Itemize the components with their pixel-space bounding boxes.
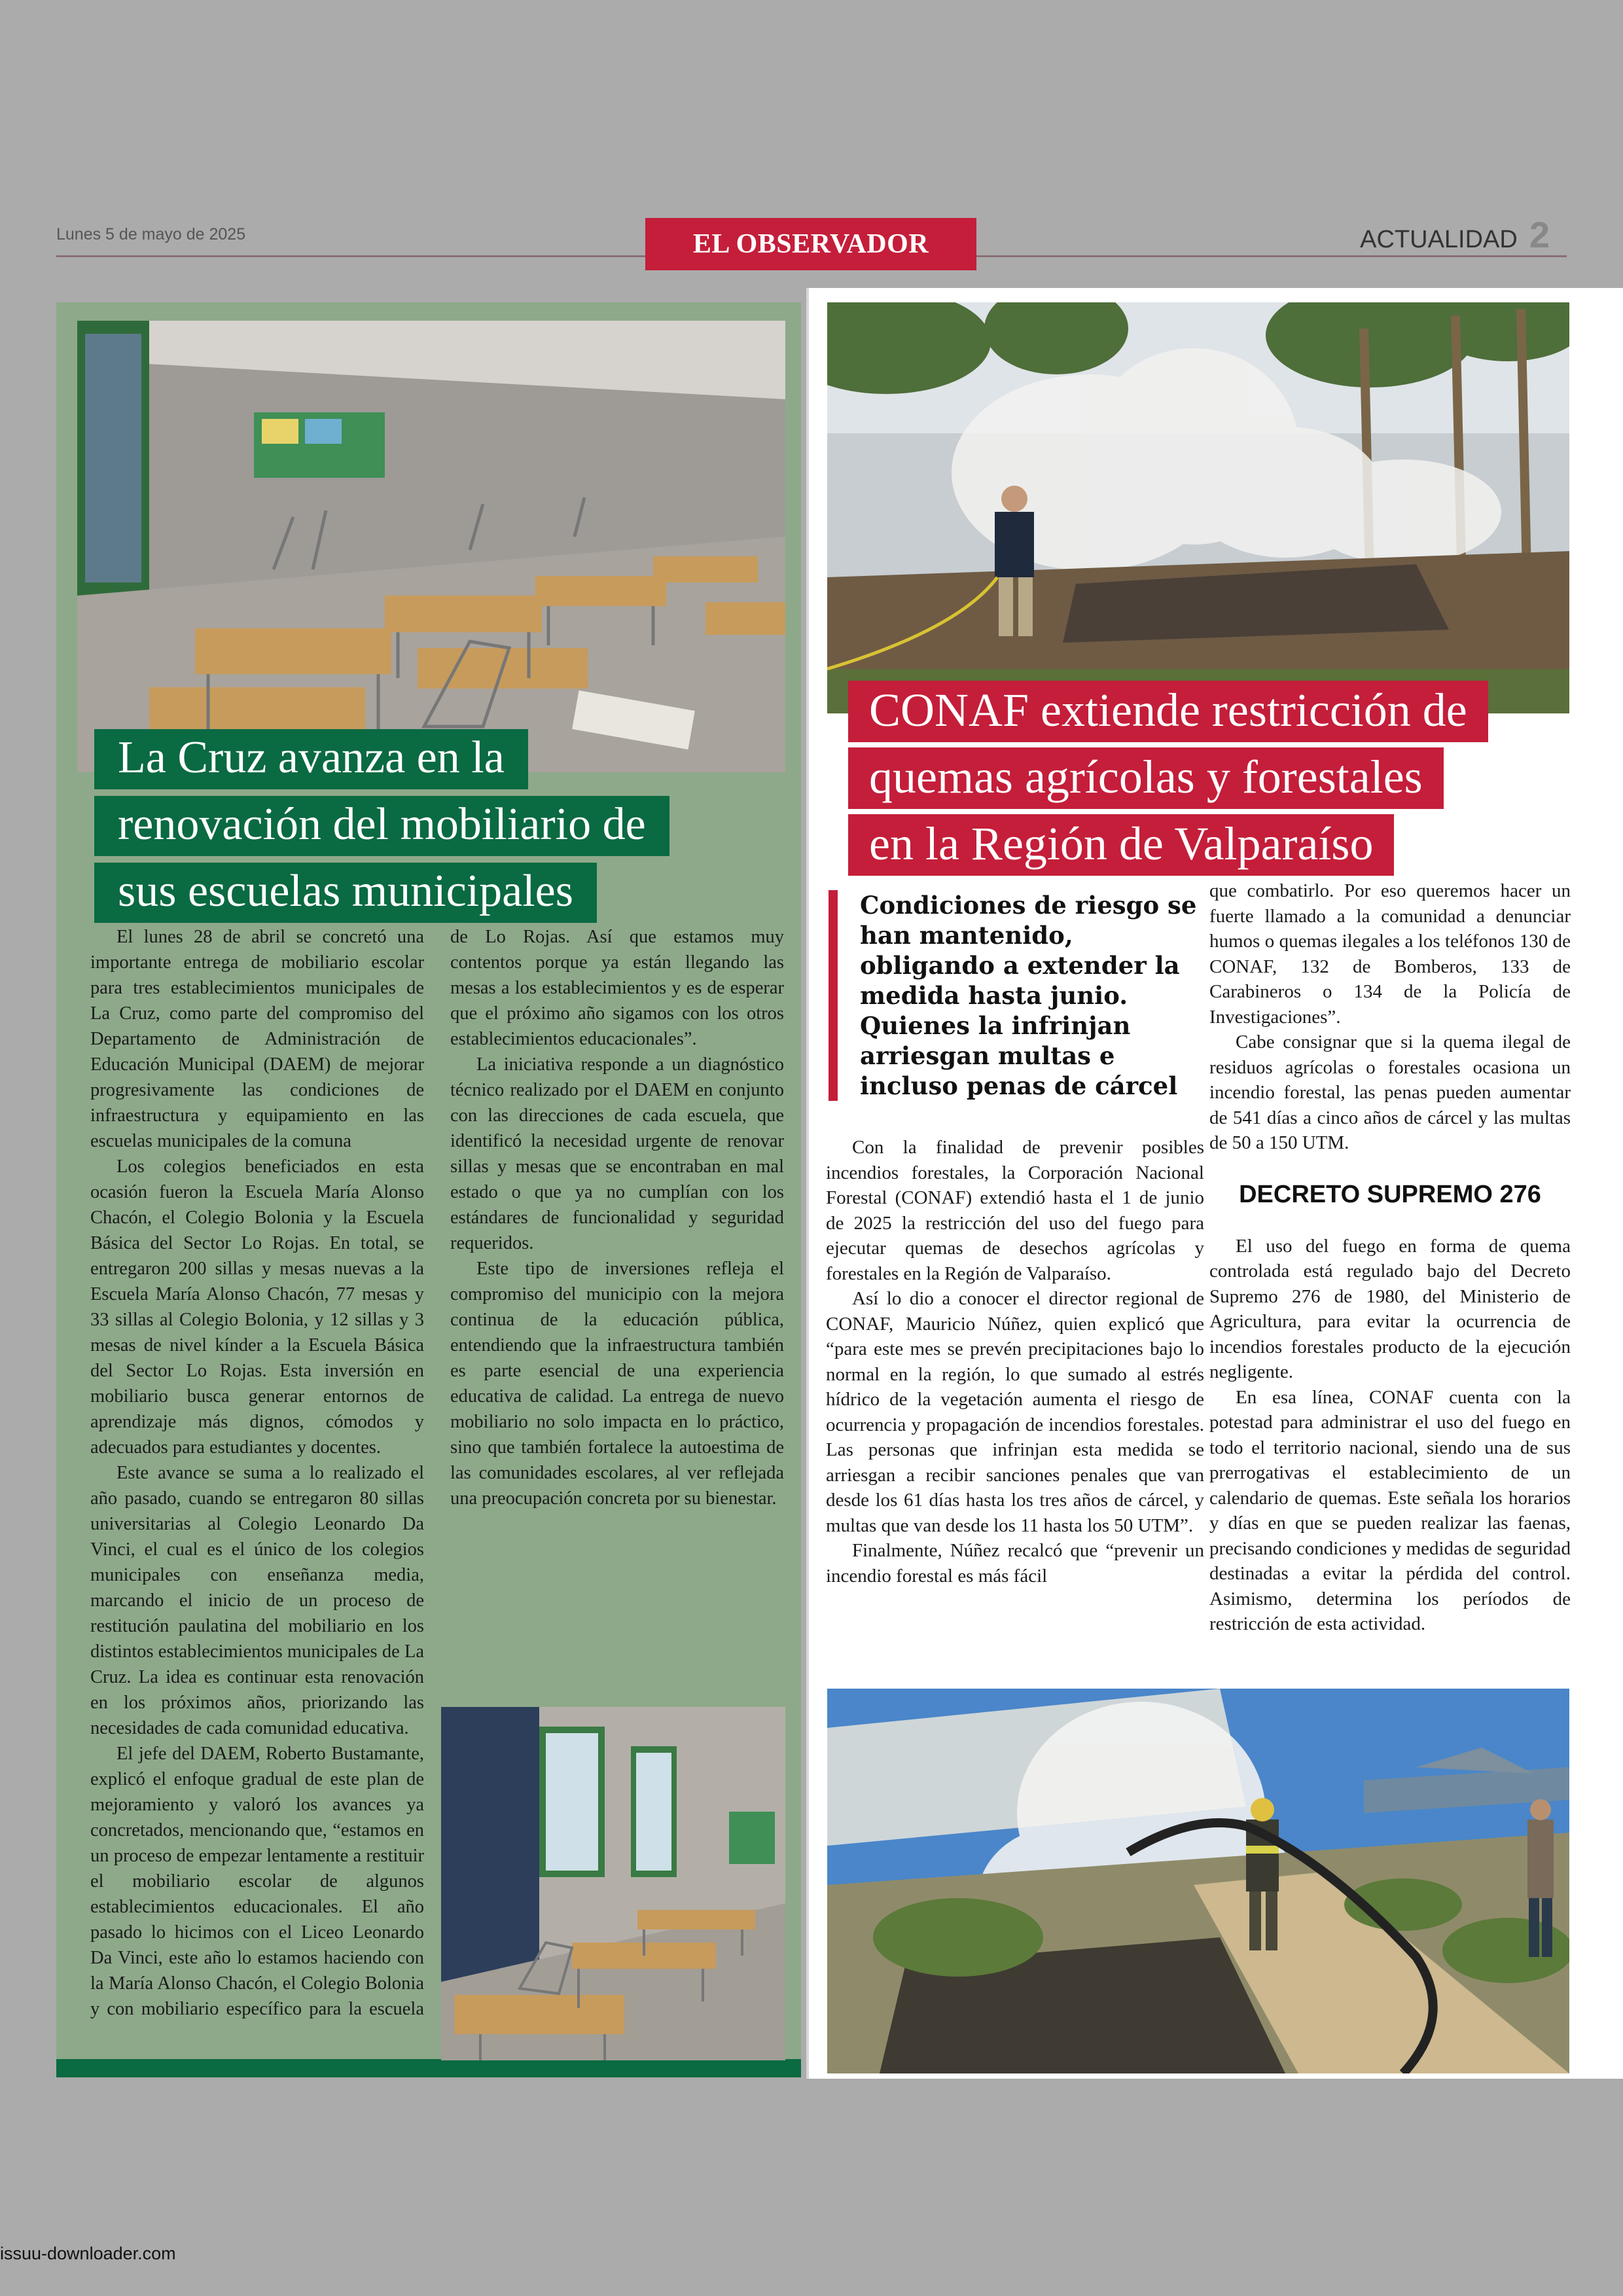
article-paragraph: El lunes 28 de abril se concretó una importante entrega de mobiliario escolar para tres establecimientos municipales de La Cruz, como parte del compromiso del Departamento de Administración de Educación Municipal (DAEM) de mejorar progresivamente las condiciones de infraestructura y equipamiento en las escuelas municipales de la comuna xyxy=(90,927,424,1151)
newspaper-masthead: EL OBSERVADOR xyxy=(645,218,976,270)
article-paragraph: Finalmente, Núñez recalcó que “prevenir un incendio forestal es más fácil xyxy=(826,1540,1204,1587)
page-number: 2 xyxy=(1529,214,1550,255)
article-paragraph: Este avance se suma a lo realizado el año pasado, cuando se entregaron 80 sillas universitarias al Colegio Leonardo Da Vinci, el cual es el único de los colegios municipales con enseñanza media, marcando el inicio de un proceso de restitución paulatina del mobiliario en los distintos establecimientos municipales de La Cruz. La idea es continuar esta renovación en los próximos años, priorizando las necesidades de cada comunidad educativa. xyxy=(90,1463,424,1738)
article-paragraph: La iniciativa responde a un diagnóstico técnico realizado por el DAEM en conjunto con las direcciones de cada escuela, que identificó la necesidad urgente de renovar sillas y mesas que se encontraban en mal estado o que ya no cumplían con los estándares de funcionalidad y seguridad requeridos. xyxy=(450,1054,784,1253)
left-headline-line: renovación del mobiliario de xyxy=(94,796,669,856)
section-name: ACTUALIDAD xyxy=(1360,226,1518,253)
download-credit: issuu-downloader.com xyxy=(0,2244,176,2263)
left-headline-line: sus escuelas municipales xyxy=(94,863,597,923)
issue-date: Lunes 5 de mayo de 2025 xyxy=(56,225,246,243)
field-burning-photo xyxy=(827,302,1569,713)
firefighter-photo xyxy=(827,1689,1569,2073)
left-headline xyxy=(94,729,801,929)
article-paragraph: Los colegios beneficiados en esta ocasión fueron la Escuela María Alonso Chacón, el Colegio Bolonia y la Escuela Básica del Sector Lo Rojas. En total, se entregaron 200 sillas y mesas nuevas a la Escuela María Alonso Chacón, 77 mesas y 33 sillas al Colegio Bolonia, y 12 sillas y 3 mesas de nivel kínder a la Escuela Básica del Sector Lo Rojas. Esta inversión en mobiliario busca generar entornos de aprendizaje más dignos, cómodos y adecuados para estudiantes y docentes. xyxy=(90,1157,424,1458)
article-paragraph: que combatirlo. Por eso queremos hacer un fuerte llamado a la comunidad a denunciar humos o quemas ilegales a los teléfonos 130 de CONAF, 132 de Bomberos, 133 de Carabineros o 134 de la Policía de Investigaciones”. xyxy=(1209,880,1571,1028)
article-paragraph: Este tipo de inversiones refleja el compromiso del municipio con la mejora continua de la educación pública, entendiendo que la infraestructura también es parte esencial de una experiencia educativa de calidad. La entrega de nuevo mobiliario no solo impacta en lo práctico, sino que también fortalece la autoestima de las comunidades escolares, al ver reflejada una preocupación concreta por su bienestar. xyxy=(450,1259,784,1509)
section-label xyxy=(1360,213,1550,256)
left-headline-line: La Cruz avanza en la xyxy=(94,729,528,789)
right-headline-line: quemas agrícolas y forestales xyxy=(848,747,1444,809)
article-paragraph: Así lo dio a conocer el director regional de CONAF, Mauricio Núñez, quien explicó que “para este mes se prevén precipitaciones bajo lo normal en la región, lo que sumado al estrés hídrico de la vegetación aumenta el riesgo de ocurrencia y propagación de incendios forestales. Las personas que infrinjan esta medida se arriesgan a recibir sanciones penales que van desde los 61 días hasta los tres años de cárcel, y multas que van desde los 11 hasta los 50 UTM”. xyxy=(826,1288,1204,1536)
right-headline xyxy=(848,681,1607,881)
right-headline-line: en la Región de Valparaíso xyxy=(848,814,1394,876)
classroom-photo-secondary xyxy=(441,1707,785,2060)
right-article-column-1 xyxy=(826,890,1204,1588)
right-headline-line: CONAF extiende restricción de xyxy=(848,681,1488,742)
article-paragraph: Con la finalidad de prevenir posibles incendios forestales, la Corporación Nacional Forestal (CONAF) extendió hasta el 1 de junio de 2025 la restricción del uso del fuego para ejecutar quemas de desechos agrícolas y forestales en la Región de Valparaíso. xyxy=(826,1137,1204,1284)
left-article-panel xyxy=(56,302,801,2077)
article-standfirst: Condiciones de riesgo se han mantenido, obligando a extender la medida hasta junio. Quienes la infrinjan arriesgan multas e incluso penas de cárcel xyxy=(829,890,1204,1101)
right-article-panel xyxy=(806,288,1623,2079)
article-paragraph: En esa línea, CONAF cuenta con la potestad para administrar el uso del fuego en todo el territorio nacional, siendo una de sus prerrogativas el establecimiento de un calendario de quemas. Este señala los horarios y días en que se pueden realizar las faenas, precisando condiciones y medidas de seguridad destinadas a evitar la pérdida del control. Asimismo, determina los períodos de restricción de esta actividad. xyxy=(1209,1386,1571,1634)
right-article-column-2 xyxy=(1209,878,1571,1637)
article-paragraph: El uso del fuego en forma de quema controlada está regulado bajo del Decreto Supremo 276 de 1980, del Ministerio de Agricultura, para evitar la ocurrencia de incendios forestales producto de la ejecución negligente. xyxy=(1209,1235,1571,1382)
article-paragraph: Cabe consignar que si la quema ilegal de residuos agrícolas o forestales ocasiona un incendio forestal, las penas pueden aumentar de 541 días a cinco años de cárcel y las multas de 50 a 150 UTM. xyxy=(1209,1031,1571,1153)
section-subheading: DECRETO SUPREMO 276 xyxy=(1239,1180,1541,1208)
classroom-photo-main xyxy=(77,321,785,772)
article-paragraph: El jefe del DAEM, Roberto Bustamante, explicó el enfoque gradual de este plan de mejoramiento y valoró los avances ya concretados, mencionando que, “estamos en un proceso de empezar lentamente a restituir el mobiliario escolar de algunos establecimientos educacionales. El año pasado lo hicimos con el Liceo Leonardo Da Vinci, este año lo estamos haciendo con la María Alonso Chacón, el Colegio Bolonia y con mobiliario específico para la escuela de Lo Rojas. Así que estamos muy contentos porque ya están llegando las mesas a los establecimientos y es de esperar que el próximo año sigamos con los otros establecimientos educacionales”. xyxy=(90,927,784,2019)
